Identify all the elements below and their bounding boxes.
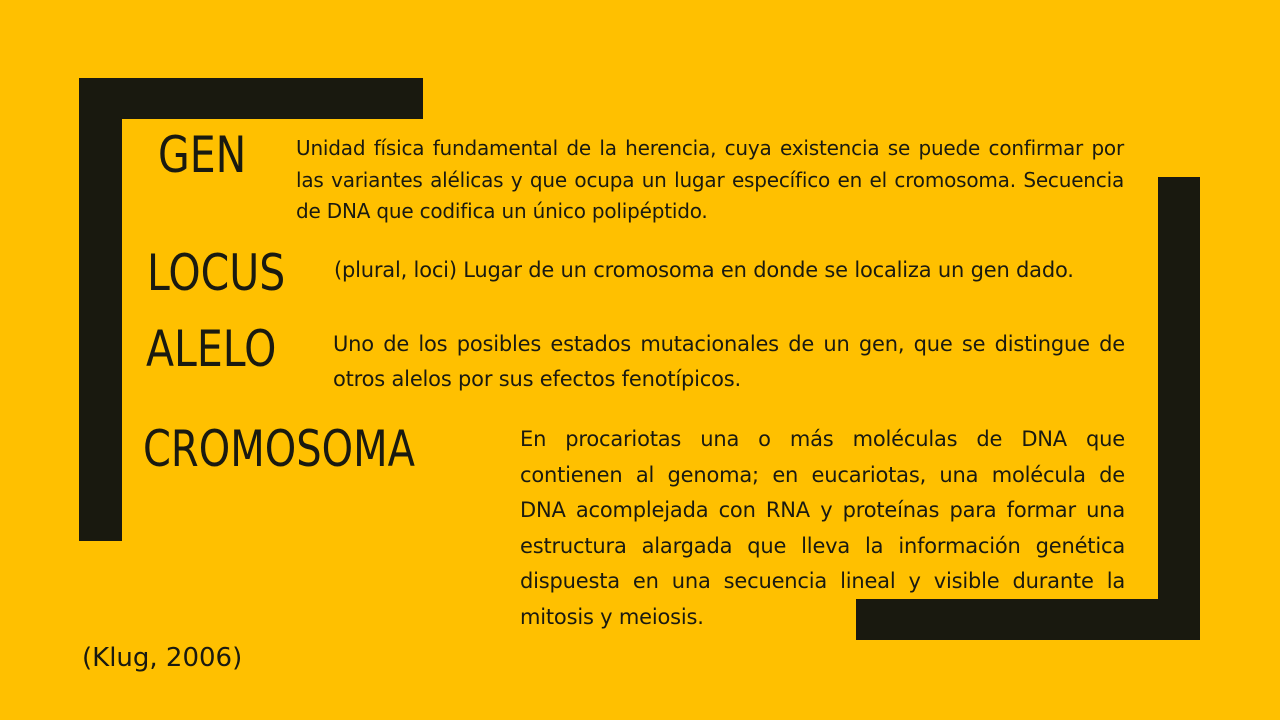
term-locus: LOCUS	[147, 244, 286, 302]
term-cromosoma: CROMOSOMA	[143, 420, 415, 478]
definition-cromosoma: En procariotas una o más moléculas de DNA que contienen al genoma; en eucariotas, una molécula de DNA acomplejada con RNA y proteínas para formar una estructura alargada que lleva la información genética dispuesta en una secuencia lineal y visible durante la mitosis y meiosis.	[520, 427, 1125, 629]
definition-alelo: Uno de los posibles estados mutacionales de un gen, que se distingue de otros alelos por sus efectos fenotípicos.	[333, 332, 1125, 391]
frame-bracket-left-side	[79, 78, 122, 541]
frame-bracket-top-left	[79, 78, 423, 119]
definition-gen: Unidad física fundamental de la herencia, cuya existencia se puede confirmar por las variantes alélicas y que ocupa un lugar específico en el cromosoma. Secuencia de DNA que codifica un único polipéptido.	[296, 136, 1124, 223]
frame-bracket-right-side	[1158, 177, 1200, 640]
term-gen: GEN	[158, 126, 247, 184]
term-alelo: ALELO	[146, 320, 277, 378]
citation: (Klug, 2006)	[82, 643, 243, 673]
definition-locus: (plural, loci) Lugar de un cromosoma en donde se localiza un gen dado.	[334, 258, 1074, 282]
